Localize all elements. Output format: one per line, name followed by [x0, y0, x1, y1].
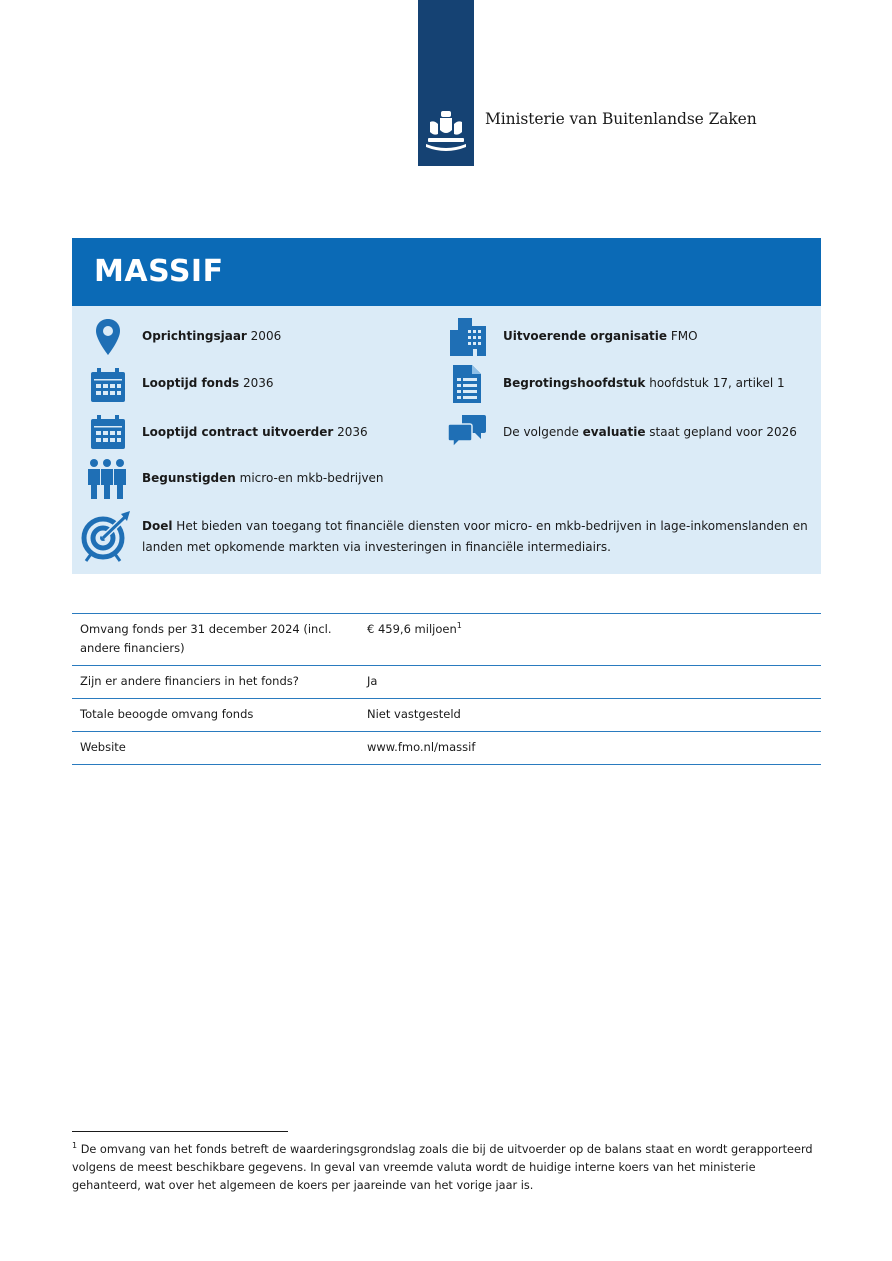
calendar-icon: [90, 414, 126, 450]
founded-item: [142, 326, 281, 347]
contract-term-value: 2036: [337, 425, 368, 439]
executor-label: Uitvoerende organisatie: [503, 329, 668, 343]
fund-term-label: Looptijd fonds: [142, 376, 240, 390]
fund-term-item: [142, 373, 274, 394]
founded-label: Oprichtingsjaar: [142, 329, 247, 343]
buildings-icon: [450, 316, 486, 356]
calendar-icon: [90, 367, 126, 403]
info-panel: [72, 306, 821, 574]
evaluation-item: [503, 422, 797, 443]
beneficiaries-value: micro-en mkb-bedrijven: [239, 471, 384, 485]
evaluation-prefix: De volgende: [503, 425, 579, 439]
beneficiaries-label: Begunstigden: [142, 471, 236, 485]
contract-term-item: [142, 422, 368, 443]
speech-bubbles-icon: [448, 414, 486, 448]
footnote-number: 1: [72, 1141, 78, 1151]
fund-term-value: 2036: [243, 376, 274, 390]
royal-coat-of-arms-icon: [424, 108, 468, 152]
beneficiaries-item: [142, 468, 384, 489]
document-icon: [452, 364, 482, 404]
location-pin-icon: [95, 318, 121, 356]
title-bar: [72, 238, 821, 306]
fund-size-value: € 459,6 miljoen: [367, 622, 457, 636]
table-row: [72, 666, 821, 699]
footnote-ref: 1: [456, 621, 462, 631]
fund-facts-table: [72, 613, 821, 765]
table-row: [72, 614, 821, 666]
budget-item: [503, 373, 785, 394]
people-group-icon: [87, 458, 127, 500]
footnote: [72, 1141, 824, 1195]
footnote-divider: [72, 1131, 288, 1132]
ministry-logo: [418, 0, 474, 166]
table-key: Zijn er andere financiers in het fonds?: [80, 674, 299, 688]
executor-item: [503, 326, 698, 347]
table-key: Website: [80, 740, 126, 754]
table-value: [359, 614, 821, 666]
budget-label: Begrotingshoofdstuk: [503, 376, 646, 390]
evaluation-suffix: staat gepland voor 2026: [649, 425, 797, 439]
ministry-name: Ministerie van Buitenlandse Zaken: [485, 110, 757, 128]
table-key: Omvang fonds per 31 december 2024 (incl. andere financiers): [80, 622, 332, 655]
table-value: www.fmo.nl/massif: [367, 740, 476, 754]
footnote-text: De omvang van het fonds betreft de waarderingsgrondslag zoals die bij de uitvoerder op de balans staat en wordt gerapporteerd volgens de meest beschikbare gegevens. In geval van vreemde valuta wordt de huidige interne koers van het ministerie gehanteerd, wat over het algemeen de koers per jaareinde van het vorige jaar is.: [72, 1143, 813, 1192]
founded-value: 2006: [250, 329, 282, 343]
goal-label: Doel: [142, 519, 173, 533]
evaluation-label: evaluatie: [582, 425, 646, 439]
table-key: Totale beoogde omvang fonds: [80, 707, 254, 721]
target-arrow-icon: [81, 510, 133, 562]
table-value: Ja: [367, 674, 378, 688]
contract-term-label: Looptijd contract uitvoerder: [142, 425, 334, 439]
table-row: [72, 732, 821, 765]
executor-value: FMO: [670, 329, 698, 343]
page-title: MASSIF: [94, 254, 224, 289]
goal-item: [142, 516, 812, 558]
budget-value: hoofdstuk 17, artikel 1: [649, 376, 785, 390]
table-value: Niet vastgesteld: [367, 707, 461, 721]
goal-value: Het bieden van toegang tot financiële diensten voor micro- en mkb-bedrijven in lage-inkomenslanden en landen met opkomende markten via investeringen in financiële intermediairs.: [142, 519, 808, 554]
table-row: [72, 699, 821, 732]
